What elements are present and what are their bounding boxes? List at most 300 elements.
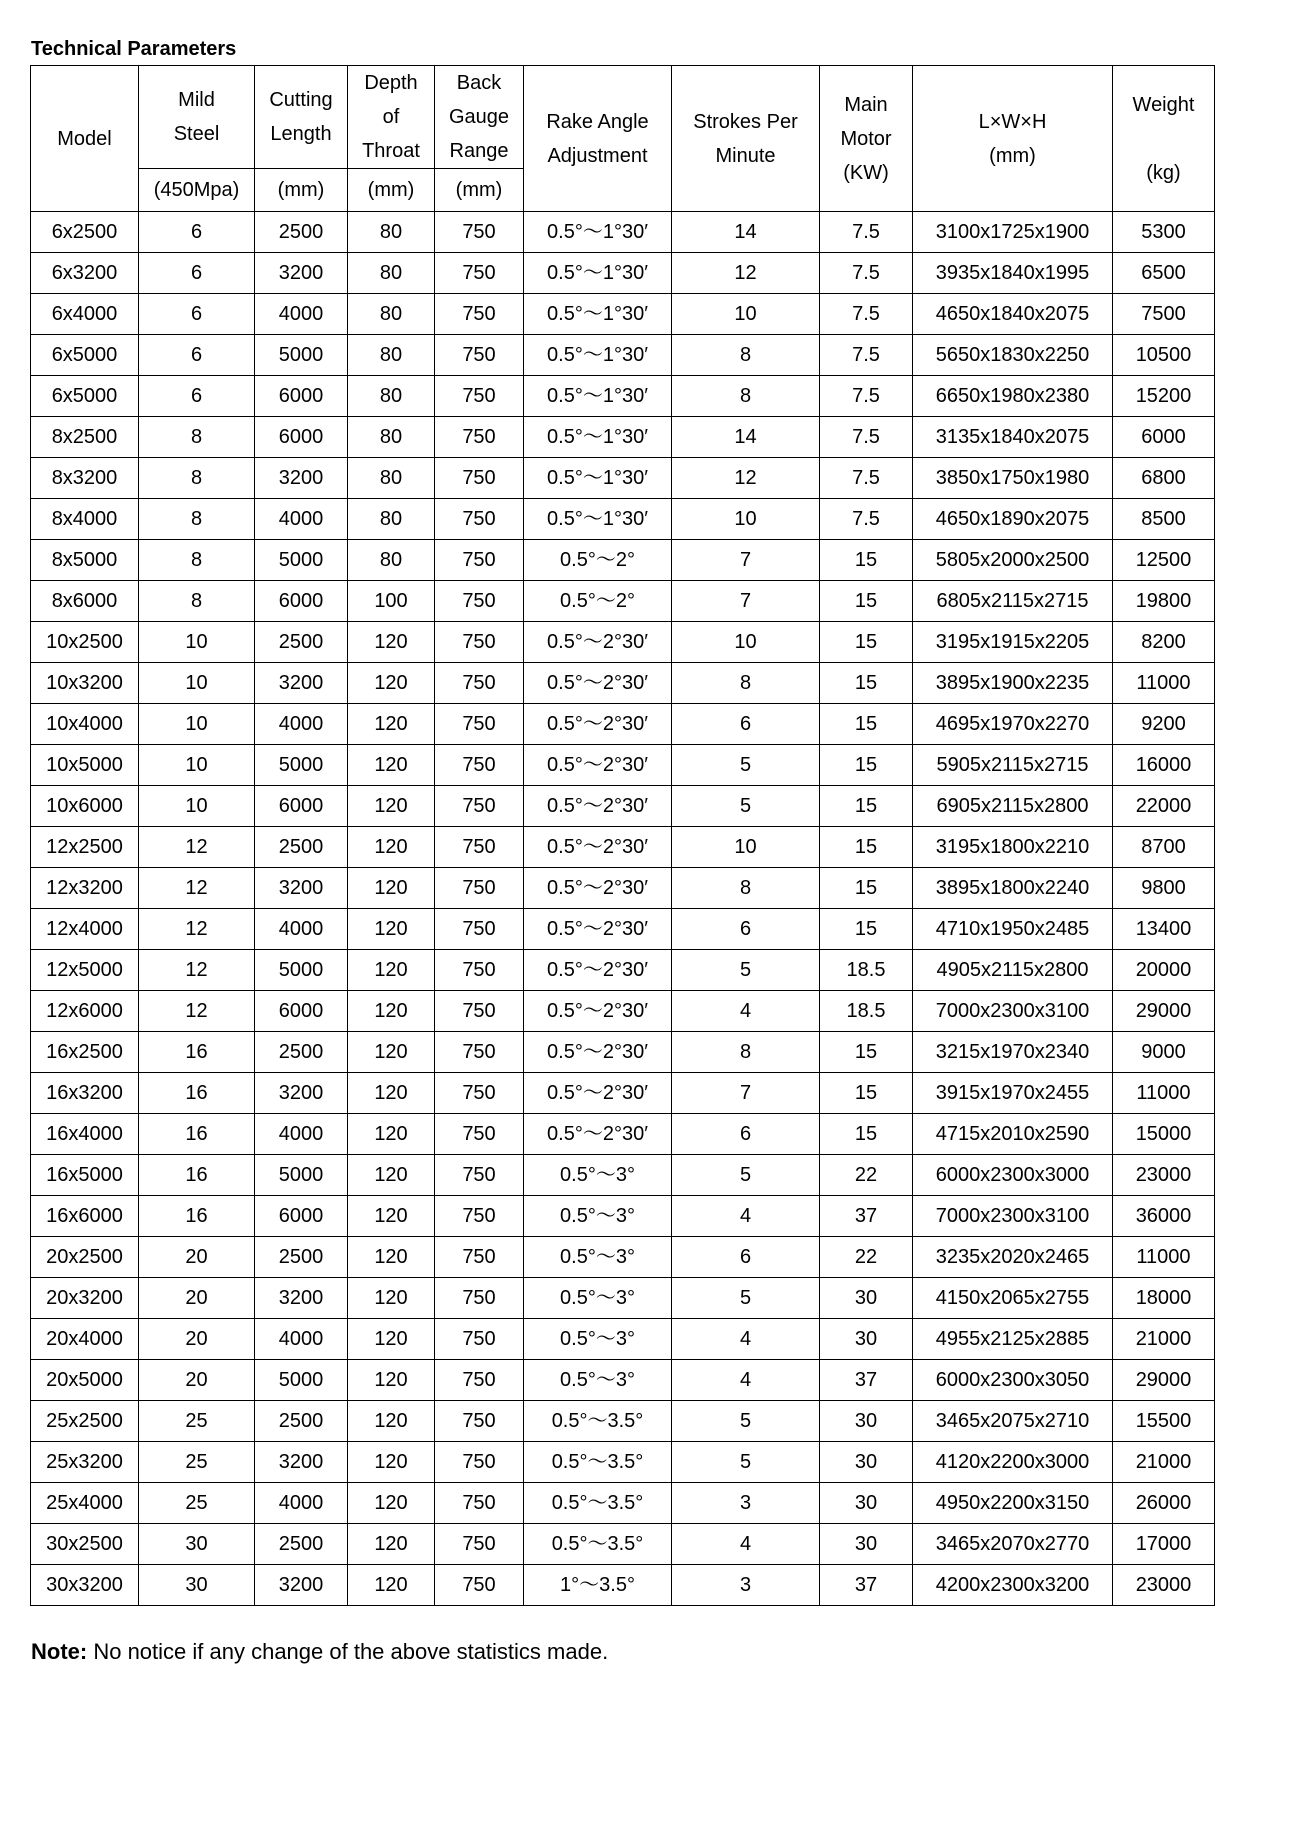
cell-main-motor: 37 [820, 1360, 913, 1401]
cell-rake-angle: 0.5°～3° [524, 1360, 672, 1401]
cell-strokes-per-minute: 5 [672, 1401, 820, 1442]
table-row [31, 1319, 1215, 1360]
cell-mild-steel: 16 [139, 1114, 255, 1155]
table-body [31, 212, 1215, 1606]
cell-weight: 15500 [1113, 1401, 1215, 1442]
cell-back-gauge-range: 750 [435, 458, 524, 499]
cell-depth-of-throat: 120 [348, 1155, 435, 1196]
table-row [31, 1073, 1215, 1114]
cell-back-gauge-range: 750 [435, 1360, 524, 1401]
cell-dimensions: 7000x2300x3100 [913, 991, 1113, 1032]
cell-model: 25x3200 [31, 1442, 139, 1483]
cell-strokes-per-minute: 7 [672, 581, 820, 622]
cell-model: 16x6000 [31, 1196, 139, 1237]
cell-rake-angle: 0.5°～2°30′ [524, 868, 672, 909]
cell-cutting-length: 3200 [255, 663, 348, 704]
table-row [31, 704, 1215, 745]
cell-main-motor: 7.5 [820, 212, 913, 253]
cell-strokes-per-minute: 7 [672, 540, 820, 581]
cell-strokes-per-minute: 8 [672, 868, 820, 909]
cell-depth-of-throat: 120 [348, 1565, 435, 1606]
cell-weight: 9200 [1113, 704, 1215, 745]
cell-cutting-length: 4000 [255, 499, 348, 540]
cell-depth-of-throat: 80 [348, 417, 435, 458]
cell-cutting-length: 3200 [255, 458, 348, 499]
cell-depth-of-throat: 120 [348, 868, 435, 909]
cell-back-gauge-range: 750 [435, 1032, 524, 1073]
cell-model: 6x5000 [31, 335, 139, 376]
cell-back-gauge-range: 750 [435, 950, 524, 991]
cell-main-motor: 22 [820, 1155, 913, 1196]
cell-weight: 18000 [1113, 1278, 1215, 1319]
cell-dimensions: 3135x1840x2075 [913, 417, 1113, 458]
table-row [31, 253, 1215, 294]
cell-rake-angle: 0.5°～2°30′ [524, 991, 672, 1032]
cell-strokes-per-minute: 5 [672, 1155, 820, 1196]
cell-rake-angle: 0.5°～2°30′ [524, 745, 672, 786]
cell-dimensions: 6805x2115x2715 [913, 581, 1113, 622]
cell-depth-of-throat: 120 [348, 1278, 435, 1319]
cell-dimensions: 5650x1830x2250 [913, 335, 1113, 376]
cell-strokes-per-minute: 14 [672, 417, 820, 458]
cell-back-gauge-range: 750 [435, 1442, 524, 1483]
cell-model: 25x2500 [31, 1401, 139, 1442]
cell-depth-of-throat: 80 [348, 212, 435, 253]
cell-main-motor: 15 [820, 745, 913, 786]
cell-back-gauge-range: 750 [435, 991, 524, 1032]
cell-cutting-length: 6000 [255, 417, 348, 458]
cell-weight: 9000 [1113, 1032, 1215, 1073]
cell-weight: 29000 [1113, 991, 1215, 1032]
cell-depth-of-throat: 120 [348, 950, 435, 991]
cell-mild-steel: 10 [139, 704, 255, 745]
cell-cutting-length: 4000 [255, 704, 348, 745]
cell-main-motor: 15 [820, 1032, 913, 1073]
cell-dimensions: 3195x1800x2210 [913, 827, 1113, 868]
cell-mild-steel: 6 [139, 253, 255, 294]
cell-back-gauge-range: 750 [435, 253, 524, 294]
cell-weight: 6500 [1113, 253, 1215, 294]
cell-main-motor: 15 [820, 786, 913, 827]
cell-dimensions: 4695x1970x2270 [913, 704, 1113, 745]
cell-depth-of-throat: 120 [348, 1237, 435, 1278]
table-row [31, 1360, 1215, 1401]
table-row [31, 1442, 1215, 1483]
cell-model: 6x5000 [31, 376, 139, 417]
cell-strokes-per-minute: 8 [672, 663, 820, 704]
cell-dimensions: 4120x2200x3000 [913, 1442, 1113, 1483]
cell-strokes-per-minute: 7 [672, 1073, 820, 1114]
cell-main-motor: 15 [820, 663, 913, 704]
table-row [31, 1565, 1215, 1606]
cell-mild-steel: 8 [139, 581, 255, 622]
cell-back-gauge-range: 750 [435, 1155, 524, 1196]
table-row [31, 622, 1215, 663]
cell-depth-of-throat: 120 [348, 1032, 435, 1073]
cell-dimensions: 4905x2115x2800 [913, 950, 1113, 991]
cell-main-motor: 37 [820, 1196, 913, 1237]
cell-cutting-length: 5000 [255, 1155, 348, 1196]
cell-strokes-per-minute: 8 [672, 1032, 820, 1073]
cell-mild-steel: 12 [139, 868, 255, 909]
cell-rake-angle: 0.5°～2°30′ [524, 909, 672, 950]
cell-depth-of-throat: 80 [348, 376, 435, 417]
cell-rake-angle: 0.5°～1°30′ [524, 376, 672, 417]
cell-dimensions: 6650x1980x2380 [913, 376, 1113, 417]
cell-weight: 6000 [1113, 417, 1215, 458]
header-dimensions: L×W×H (mm) [913, 66, 1113, 212]
cell-main-motor: 7.5 [820, 417, 913, 458]
table-row [31, 909, 1215, 950]
table-row [31, 1237, 1215, 1278]
cell-model: 6x3200 [31, 253, 139, 294]
header-main-motor: Main Motor (KW) [820, 66, 913, 212]
cell-main-motor: 18.5 [820, 950, 913, 991]
cell-dimensions: 4950x2200x3150 [913, 1483, 1113, 1524]
cell-weight: 5300 [1113, 212, 1215, 253]
cell-weight: 21000 [1113, 1319, 1215, 1360]
cell-mild-steel: 16 [139, 1032, 255, 1073]
cell-rake-angle: 0.5°～1°30′ [524, 212, 672, 253]
table-row [31, 786, 1215, 827]
cell-main-motor: 7.5 [820, 376, 913, 417]
header-row [31, 66, 1215, 169]
cell-dimensions: 3850x1750x1980 [913, 458, 1113, 499]
cell-depth-of-throat: 120 [348, 1114, 435, 1155]
cell-back-gauge-range: 750 [435, 622, 524, 663]
cell-main-motor: 15 [820, 540, 913, 581]
technical-parameters-table [30, 65, 1215, 1606]
table-row [31, 827, 1215, 868]
cell-mild-steel: 25 [139, 1483, 255, 1524]
cell-dimensions: 6000x2300x3050 [913, 1360, 1113, 1401]
cell-depth-of-throat: 120 [348, 827, 435, 868]
cell-depth-of-throat: 120 [348, 1360, 435, 1401]
header-model: Model [31, 66, 139, 212]
cell-back-gauge-range: 750 [435, 745, 524, 786]
cell-mild-steel: 20 [139, 1237, 255, 1278]
cell-dimensions: 3935x1840x1995 [913, 253, 1113, 294]
cell-strokes-per-minute: 5 [672, 745, 820, 786]
cell-weight: 19800 [1113, 581, 1215, 622]
table-row [31, 1278, 1215, 1319]
cell-cutting-length: 2500 [255, 212, 348, 253]
cell-back-gauge-range: 750 [435, 1524, 524, 1565]
cell-dimensions: 3100x1725x1900 [913, 212, 1113, 253]
cell-mild-steel: 30 [139, 1565, 255, 1606]
cell-cutting-length: 5000 [255, 950, 348, 991]
cell-model: 6x2500 [31, 212, 139, 253]
table-row [31, 1155, 1215, 1196]
cell-mild-steel: 6 [139, 376, 255, 417]
header-weight: Weight (kg) [1113, 66, 1215, 212]
cell-model: 25x4000 [31, 1483, 139, 1524]
cell-rake-angle: 0.5°～2°30′ [524, 1114, 672, 1155]
cell-rake-angle: 0.5°～1°30′ [524, 417, 672, 458]
cell-strokes-per-minute: 12 [672, 253, 820, 294]
cell-weight: 11000 [1113, 663, 1215, 704]
cell-dimensions: 4200x2300x3200 [913, 1565, 1113, 1606]
table-row [31, 540, 1215, 581]
note-label: Note: [31, 1639, 88, 1664]
cell-main-motor: 30 [820, 1278, 913, 1319]
cell-back-gauge-range: 750 [435, 1401, 524, 1442]
cell-back-gauge-range: 750 [435, 827, 524, 868]
cell-main-motor: 15 [820, 581, 913, 622]
cell-dimensions: 4150x2065x2755 [913, 1278, 1113, 1319]
cell-weight: 17000 [1113, 1524, 1215, 1565]
cell-weight: 9800 [1113, 868, 1215, 909]
cell-mild-steel: 16 [139, 1196, 255, 1237]
table-row [31, 1196, 1215, 1237]
cell-model: 30x2500 [31, 1524, 139, 1565]
cell-rake-angle: 0.5°～1°30′ [524, 253, 672, 294]
cell-weight: 8500 [1113, 499, 1215, 540]
cell-weight: 23000 [1113, 1565, 1215, 1606]
cell-strokes-per-minute: 10 [672, 499, 820, 540]
table-row [31, 745, 1215, 786]
cell-mild-steel: 12 [139, 909, 255, 950]
cell-strokes-per-minute: 4 [672, 1360, 820, 1401]
cell-main-motor: 30 [820, 1524, 913, 1565]
cell-strokes-per-minute: 10 [672, 827, 820, 868]
cell-cutting-length: 3200 [255, 1442, 348, 1483]
cell-cutting-length: 6000 [255, 376, 348, 417]
cell-rake-angle: 0.5°～2°30′ [524, 704, 672, 745]
table-row [31, 663, 1215, 704]
cell-model: 8x6000 [31, 581, 139, 622]
cell-weight: 7500 [1113, 294, 1215, 335]
cell-main-motor: 37 [820, 1565, 913, 1606]
cell-rake-angle: 0.5°～2°30′ [524, 622, 672, 663]
cell-model: 10x2500 [31, 622, 139, 663]
table-row [31, 417, 1215, 458]
cell-strokes-per-minute: 4 [672, 991, 820, 1032]
cell-rake-angle: 0.5°～3.5° [524, 1442, 672, 1483]
cell-dimensions: 3895x1800x2240 [913, 868, 1113, 909]
table-row [31, 1114, 1215, 1155]
cell-dimensions: 3235x2020x2465 [913, 1237, 1113, 1278]
cell-strokes-per-minute: 8 [672, 376, 820, 417]
cell-model: 10x3200 [31, 663, 139, 704]
cell-rake-angle: 0.5°～2°30′ [524, 786, 672, 827]
cell-cutting-length: 5000 [255, 335, 348, 376]
cell-cutting-length: 2500 [255, 1524, 348, 1565]
cell-strokes-per-minute: 10 [672, 294, 820, 335]
cell-dimensions: 3895x1900x2235 [913, 663, 1113, 704]
cell-mild-steel: 10 [139, 663, 255, 704]
cell-rake-angle: 0.5°～3° [524, 1319, 672, 1360]
cell-depth-of-throat: 120 [348, 991, 435, 1032]
cell-mild-steel: 10 [139, 622, 255, 663]
unit-depth-of-throat: (mm) [348, 169, 435, 212]
cell-rake-angle: 0.5°～1°30′ [524, 294, 672, 335]
cell-rake-angle: 0.5°～2°30′ [524, 663, 672, 704]
cell-mild-steel: 10 [139, 745, 255, 786]
cell-back-gauge-range: 750 [435, 294, 524, 335]
cell-depth-of-throat: 100 [348, 581, 435, 622]
cell-mild-steel: 20 [139, 1278, 255, 1319]
cell-weight: 20000 [1113, 950, 1215, 991]
cell-main-motor: 22 [820, 1237, 913, 1278]
cell-cutting-length: 6000 [255, 1196, 348, 1237]
cell-weight: 22000 [1113, 786, 1215, 827]
cell-back-gauge-range: 750 [435, 909, 524, 950]
cell-model: 8x5000 [31, 540, 139, 581]
cell-dimensions: 6905x2115x2800 [913, 786, 1113, 827]
table-row [31, 499, 1215, 540]
cell-weight: 8700 [1113, 827, 1215, 868]
cell-weight: 36000 [1113, 1196, 1215, 1237]
header-cutting-length: Cutting Length [255, 66, 348, 169]
cell-model: 30x3200 [31, 1565, 139, 1606]
cell-mild-steel: 25 [139, 1401, 255, 1442]
cell-weight: 16000 [1113, 745, 1215, 786]
cell-cutting-length: 2500 [255, 622, 348, 663]
cell-cutting-length: 2500 [255, 827, 348, 868]
table-row [31, 950, 1215, 991]
cell-rake-angle: 0.5°～1°30′ [524, 499, 672, 540]
cell-weight: 29000 [1113, 1360, 1215, 1401]
cell-strokes-per-minute: 4 [672, 1524, 820, 1565]
cell-dimensions: 4715x2010x2590 [913, 1114, 1113, 1155]
cell-weight: 15000 [1113, 1114, 1215, 1155]
cell-back-gauge-range: 750 [435, 1114, 524, 1155]
cell-cutting-length: 5000 [255, 745, 348, 786]
cell-cutting-length: 4000 [255, 1319, 348, 1360]
cell-rake-angle: 1°～3.5° [524, 1565, 672, 1606]
cell-strokes-per-minute: 6 [672, 1237, 820, 1278]
cell-weight: 23000 [1113, 1155, 1215, 1196]
cell-dimensions: 4710x1950x2485 [913, 909, 1113, 950]
cell-mild-steel: 8 [139, 499, 255, 540]
cell-back-gauge-range: 750 [435, 868, 524, 909]
cell-cutting-length: 4000 [255, 1114, 348, 1155]
cell-rake-angle: 0.5°～3.5° [524, 1401, 672, 1442]
cell-rake-angle: 0.5°～1°30′ [524, 335, 672, 376]
cell-back-gauge-range: 750 [435, 581, 524, 622]
cell-mild-steel: 20 [139, 1360, 255, 1401]
cell-model: 12x6000 [31, 991, 139, 1032]
cell-weight: 13400 [1113, 909, 1215, 950]
cell-cutting-length: 4000 [255, 294, 348, 335]
cell-main-motor: 7.5 [820, 499, 913, 540]
cell-main-motor: 15 [820, 909, 913, 950]
header-back-gauge-range: Back Gauge Range [435, 66, 524, 169]
cell-mild-steel: 10 [139, 786, 255, 827]
cell-rake-angle: 0.5°～2° [524, 581, 672, 622]
unit-back-gauge-range: (mm) [435, 169, 524, 212]
table-row [31, 376, 1215, 417]
cell-depth-of-throat: 80 [348, 499, 435, 540]
cell-back-gauge-range: 750 [435, 376, 524, 417]
cell-dimensions: 7000x2300x3100 [913, 1196, 1113, 1237]
cell-depth-of-throat: 120 [348, 622, 435, 663]
cell-model: 8x4000 [31, 499, 139, 540]
cell-model: 16x2500 [31, 1032, 139, 1073]
cell-weight: 11000 [1113, 1073, 1215, 1114]
cell-back-gauge-range: 750 [435, 540, 524, 581]
cell-model: 10x4000 [31, 704, 139, 745]
cell-mild-steel: 16 [139, 1155, 255, 1196]
table-row [31, 868, 1215, 909]
cell-model: 16x5000 [31, 1155, 139, 1196]
table-row [31, 1401, 1215, 1442]
cell-back-gauge-range: 750 [435, 417, 524, 458]
cell-strokes-per-minute: 8 [672, 335, 820, 376]
unit-mild-steel: (450Mpa) [139, 169, 255, 212]
cell-mild-steel: 8 [139, 417, 255, 458]
cell-cutting-length: 2500 [255, 1237, 348, 1278]
cell-main-motor: 15 [820, 704, 913, 745]
cell-mild-steel: 8 [139, 540, 255, 581]
cell-weight: 21000 [1113, 1442, 1215, 1483]
cell-model: 16x4000 [31, 1114, 139, 1155]
cell-cutting-length: 2500 [255, 1401, 348, 1442]
cell-rake-angle: 0.5°～3° [524, 1196, 672, 1237]
cell-cutting-length: 3200 [255, 1278, 348, 1319]
header-rake-angle: Rake Angle Adjustment [524, 66, 672, 212]
cell-main-motor: 15 [820, 868, 913, 909]
table-row [31, 335, 1215, 376]
table-row [31, 991, 1215, 1032]
cell-model: 10x5000 [31, 745, 139, 786]
cell-mild-steel: 20 [139, 1319, 255, 1360]
cell-main-motor: 7.5 [820, 253, 913, 294]
cell-cutting-length: 6000 [255, 991, 348, 1032]
cell-back-gauge-range: 750 [435, 1237, 524, 1278]
cell-cutting-length: 6000 [255, 581, 348, 622]
cell-mild-steel: 30 [139, 1524, 255, 1565]
cell-strokes-per-minute: 10 [672, 622, 820, 663]
cell-depth-of-throat: 120 [348, 1483, 435, 1524]
cell-depth-of-throat: 80 [348, 253, 435, 294]
header-depth-of-throat: Depth of Throat [348, 66, 435, 169]
cell-cutting-length: 5000 [255, 1360, 348, 1401]
cell-strokes-per-minute: 12 [672, 458, 820, 499]
cell-main-motor: 15 [820, 1114, 913, 1155]
cell-cutting-length: 4000 [255, 909, 348, 950]
cell-strokes-per-minute: 6 [672, 909, 820, 950]
cell-strokes-per-minute: 3 [672, 1483, 820, 1524]
cell-rake-angle: 0.5°～3.5° [524, 1524, 672, 1565]
header-strokes-per-minute: Strokes Per Minute [672, 66, 820, 212]
cell-model: 16x3200 [31, 1073, 139, 1114]
cell-depth-of-throat: 120 [348, 1319, 435, 1360]
cell-cutting-length: 5000 [255, 540, 348, 581]
cell-rake-angle: 0.5°～2°30′ [524, 1073, 672, 1114]
cell-main-motor: 15 [820, 622, 913, 663]
cell-dimensions: 6000x2300x3000 [913, 1155, 1113, 1196]
cell-strokes-per-minute: 5 [672, 1278, 820, 1319]
cell-depth-of-throat: 80 [348, 335, 435, 376]
cell-mild-steel: 12 [139, 950, 255, 991]
cell-dimensions: 3195x1915x2205 [913, 622, 1113, 663]
cell-cutting-length: 3200 [255, 1565, 348, 1606]
cell-back-gauge-range: 750 [435, 1278, 524, 1319]
cell-rake-angle: 0.5°～3° [524, 1278, 672, 1319]
cell-model: 12x3200 [31, 868, 139, 909]
table-row [31, 1483, 1215, 1524]
cell-depth-of-throat: 120 [348, 663, 435, 704]
cell-mild-steel: 12 [139, 991, 255, 1032]
cell-depth-of-throat: 80 [348, 458, 435, 499]
cell-model: 10x6000 [31, 786, 139, 827]
cell-rake-angle: 0.5°～3.5° [524, 1483, 672, 1524]
cell-model: 12x2500 [31, 827, 139, 868]
cell-model: 20x3200 [31, 1278, 139, 1319]
footnote [31, 1639, 608, 1665]
